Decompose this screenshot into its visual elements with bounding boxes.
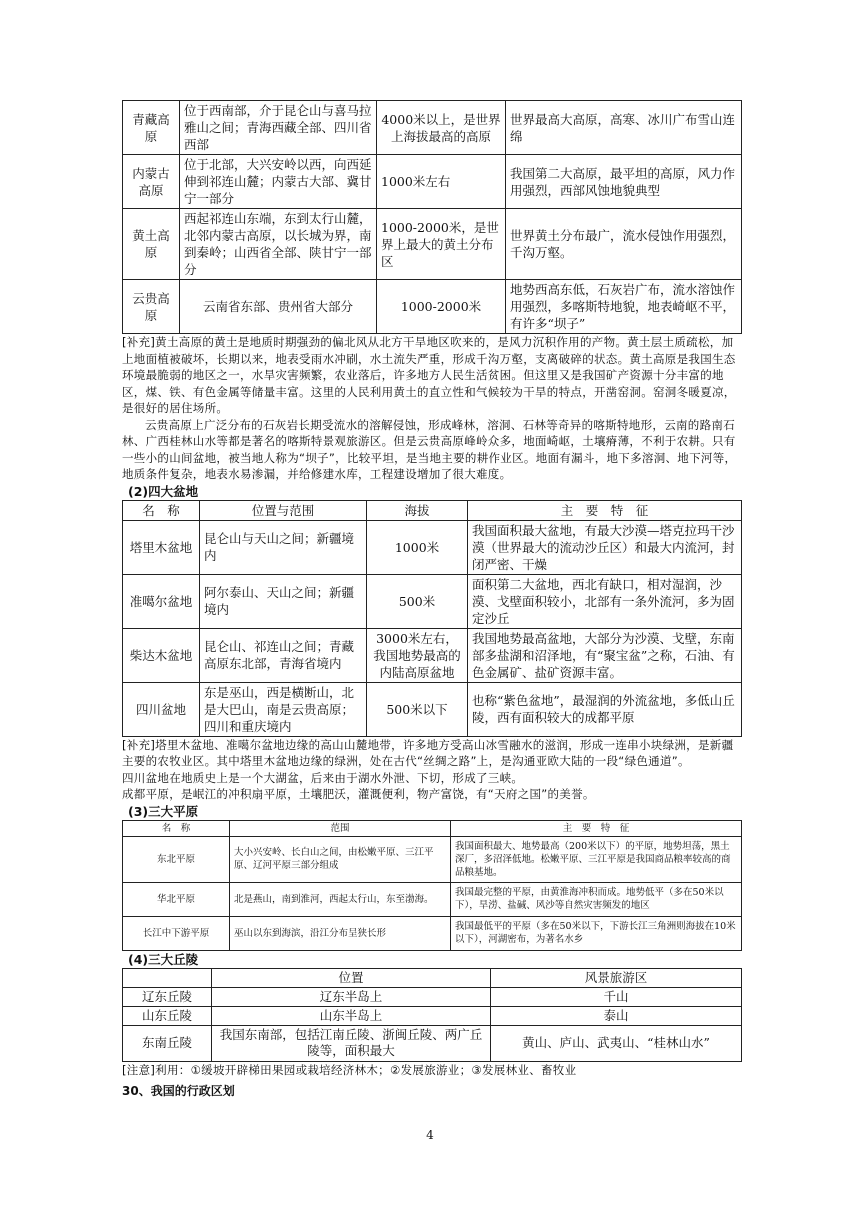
plateau-altitude: 4000米以上，是世界上海拔最高的高原 xyxy=(377,101,506,155)
plateau-features: 地势西高东低，石灰岩广布，流水溶蚀作用强烈，多喀斯特地貌，地表崎岖不平，有许多“坝子” xyxy=(506,280,742,334)
column-header-name: 名 称 xyxy=(123,820,230,836)
table-row xyxy=(123,1006,742,1025)
hill-name: 辽东丘陵 xyxy=(123,987,212,1006)
table-header-row xyxy=(123,968,742,987)
basin-name: 准噶尔盆地 xyxy=(123,574,200,628)
table-header-row xyxy=(123,500,742,520)
document-page xyxy=(122,100,742,1099)
table-row xyxy=(123,1025,742,1061)
table-row xyxy=(123,682,742,736)
hill-location: 我国东南部，包括江南丘陵、浙闽丘陵、两广丘陵等，面积最大 xyxy=(212,1025,491,1061)
basin-features: 面积第二大盆地，西北有缺口，相对湿润，沙漠、戈壁面积较小，北部有一条外流河，多为固定沙丘 xyxy=(468,574,742,628)
basin-features: 我国面积最大盆地，有最大沙漠—塔克拉玛干沙漠（世界最大的流动沙丘区）和最大内流河，封闭严密、干燥 xyxy=(468,520,742,574)
column-header-range: 范围 xyxy=(230,820,451,836)
hill-name: 山东丘陵 xyxy=(123,1006,212,1025)
basin-range: 阿尔泰山、天山之间；新疆境内 xyxy=(200,574,367,628)
plateau-name: 黄土高原 xyxy=(123,209,180,280)
plateau-name: 云贵高原 xyxy=(123,280,180,334)
table-header-row xyxy=(123,820,742,836)
plain-name: 东北平原 xyxy=(123,836,230,882)
basin-altitude: 500米以下 xyxy=(367,682,468,736)
hill-name: 东南丘陵 xyxy=(123,1025,212,1061)
basins-heading: (2)四大盆地 xyxy=(128,483,199,499)
plain-features: 我国最完整的平原，由黄淮海冲积而成。地势低平（多在50米以下），旱涝、盐碱、风沙等自然灾害频发的地区 xyxy=(451,882,742,916)
basins-table xyxy=(122,500,742,737)
plain-name: 华北平原 xyxy=(123,882,230,916)
table-row xyxy=(123,882,742,916)
plateau-note-yungui: 云贵高原上广泛分布的石灰岩长期受流水的溶解侵蚀，形成峰林，溶洞、石林等奇异的喀斯特地形，云南的路南石林、广西桂林山水等都是著名的喀斯特景观旅游区。但是云贵高原峰岭众多，地面崎岖，土壤瘠薄，不利于农耕。只有一些小的山间盆地，被当地人称为“坝子”，比较平坦，是当地主要的耕作业区。地面有漏斗，地下多溶洞、地下河等，地质条件复杂，地表水易渗漏，并给修建水库，工程建设增加了很大难度。 xyxy=(122,417,737,481)
column-header-features: 主 要 特 征 xyxy=(451,820,742,836)
basin-altitude: 500米 xyxy=(367,574,468,628)
basin-note-oasis: [补充]塔里木盆地、准噶尔盆地边缘的高山山麓地带，许多地方受高山冰雪融水的滋润，形成一连串小块绿洲，是新疆主要的农牧业区。其中塔里木盆地边缘的绿洲，处在古代“丝绸之路”上，是沟通亚欧大陆的一段“绿色通道”。 xyxy=(122,737,734,768)
column-header-altitude: 海拔 xyxy=(367,500,468,520)
plateau-altitude: 1000米左右 xyxy=(377,155,506,209)
column-header-features: 主 要 特 征 xyxy=(468,500,742,520)
column-header-name xyxy=(123,968,212,987)
plateau-range: 云南省东部、贵州省大部分 xyxy=(180,280,377,334)
plateau-features: 世界最高大高原，高寒、冰川广布雪山连绵 xyxy=(506,101,742,155)
plain-range: 大小兴安岭、长白山之间，由松嫩平原、三江平原、辽河平原三部分组成 xyxy=(230,836,451,882)
column-header-location: 位置 xyxy=(212,968,491,987)
basin-altitude: 3000米左右，我国地势最高的内陆高原盆地 xyxy=(367,628,468,682)
basin-altitude: 1000米 xyxy=(367,520,468,574)
table-row xyxy=(123,628,742,682)
hills-note: [注意]利用：①缓坡开辟梯田果园或栽培经济林木；②发展旅游业；③发展林业、畜牧业 xyxy=(122,1062,577,1077)
hills-table xyxy=(122,968,742,1062)
plateaus-table xyxy=(122,100,742,334)
basin-name: 塔里木盆地 xyxy=(123,520,200,574)
column-header-range: 位置与范围 xyxy=(200,500,367,520)
table-row xyxy=(123,101,742,155)
plateau-name: 内蒙古高原 xyxy=(123,155,180,209)
plateau-range: 位于西南部，介于昆仑山与喜马拉雅山之间；青海西藏全部、四川省西部 xyxy=(180,101,377,155)
plain-features: 我国最低平的平原（多在50米以下，下游长江三角洲则海拔在10米以下），河湖密布，为著名水乡 xyxy=(451,916,742,950)
hill-scenic: 泰山 xyxy=(491,1006,742,1025)
table-row xyxy=(123,916,742,950)
plateau-name: 青藏高原 xyxy=(123,101,180,155)
plains-table xyxy=(122,820,742,951)
basin-features: 我国地势最高盆地，大部分为沙漠、戈壁，东南部多盐湖和沼泽地，有“聚宝盆”之称，石油、有色金属矿、盐矿资源丰富。 xyxy=(468,628,742,682)
plain-range: 北是燕山，南到淮河，西起太行山，东至渤海。 xyxy=(230,882,451,916)
basin-features: 也称“紫色盆地”，最湿润的外流盆地，多低山丘陵，西有面积较大的成都平原 xyxy=(468,682,742,736)
plain-range: 巫山以东到海滨，沿江分布呈狭长形 xyxy=(230,916,451,950)
basin-range: 昆仑山与天山之间；新疆境内 xyxy=(200,520,367,574)
table-row xyxy=(123,155,742,209)
basin-range: 昆仑山、祁连山之间；青藏高原东北部，青海省境内 xyxy=(200,628,367,682)
plateau-range: 位于北部，大兴安岭以西，向西延伸到祁连山麓；内蒙古大部、冀甘宁一部分 xyxy=(180,155,377,209)
plateau-range: 西起祁连山东端，东到太行山麓，北邻内蒙古高原，以长城为界，南到秦岭；山西省全部、陕甘宁一部分 xyxy=(180,209,377,280)
plateau-altitude: 1000-2000米，是世界上最大的黄土分布区 xyxy=(377,209,506,280)
column-header-name: 名 称 xyxy=(123,500,200,520)
page-number: 4 xyxy=(426,1128,434,1142)
basin-note-sichuan: 四川盆地在地质史上是一个大湖盆，后来由于湖水外泄、下切，形成了三峡。 xyxy=(122,770,524,785)
basin-name: 四川盆地 xyxy=(123,682,200,736)
plateau-altitude: 1000-2000米 xyxy=(377,280,506,334)
hills-heading: (4)三大丘陵 xyxy=(128,951,199,967)
section-title-administrative-divisions: 30、我国的行政区划 xyxy=(122,1084,235,1098)
table-row xyxy=(123,836,742,882)
hill-scenic: 千山 xyxy=(491,987,742,1006)
hill-scenic: 黄山、庐山、武夷山、“桂林山水” xyxy=(491,1025,742,1061)
plateau-features: 我国第二大高原，最平坦的高原，风力作用强烈，西部风蚀地貌典型 xyxy=(506,155,742,209)
table-row xyxy=(123,574,742,628)
column-header-scenic: 风景旅游区 xyxy=(491,968,742,987)
hill-location: 辽东半岛上 xyxy=(212,987,491,1006)
plain-features: 我国面积最大、地势最高（200米以下）的平原，地势坦荡，黑土深厂，多沼泽低地。松嫩平原、三江平原是我国商品粮率较高的商品粮基地。 xyxy=(451,836,742,882)
table-row xyxy=(123,987,742,1006)
basin-range: 东是巫山，西是横断山，北是大巴山，南是云贵高原；四川和重庆境内 xyxy=(200,682,367,736)
plain-name: 长江中下游平原 xyxy=(123,916,230,950)
table-row xyxy=(123,520,742,574)
plains-heading: (3)三大平原 xyxy=(128,803,199,819)
table-row xyxy=(123,209,742,280)
plateau-features: 世界黄土分布最广，流水侵蚀作用强烈，千沟万壑。 xyxy=(506,209,742,280)
table-row xyxy=(123,280,742,334)
plateau-note-loess: [补充]黄土高原的黄土是地质时期强劲的偏北风从北方干旱地区吹来的，是风力沉积作用的产物。黄土层土质疏松，加上地面植被破坏，长期以来，地表受雨水冲刷，水土流失严重，形成千沟万壑，支离破碎的状态。黄土高原是我国生态环境最脆弱的地区之一，水旱灾害频繁，农业落后，许多地方人民生活贫困。但这里又是我国矿产资源十分丰富的地区，煤、铁、有色金属等储量丰富。这里的人民利用黄土的直立性和气候较为干旱的特点，开凿窑洞。窑洞冬暖夏凉，是很好的居住场所。 xyxy=(122,335,736,415)
basin-note-chengdu: 成都平原，是岷江的冲积扇平原，土壤肥沃，灌溉便利，物产富饶，有“天府之国”的美誉。 xyxy=(122,787,595,801)
basin-name: 柴达木盆地 xyxy=(123,628,200,682)
hill-location: 山东半岛上 xyxy=(212,1006,491,1025)
